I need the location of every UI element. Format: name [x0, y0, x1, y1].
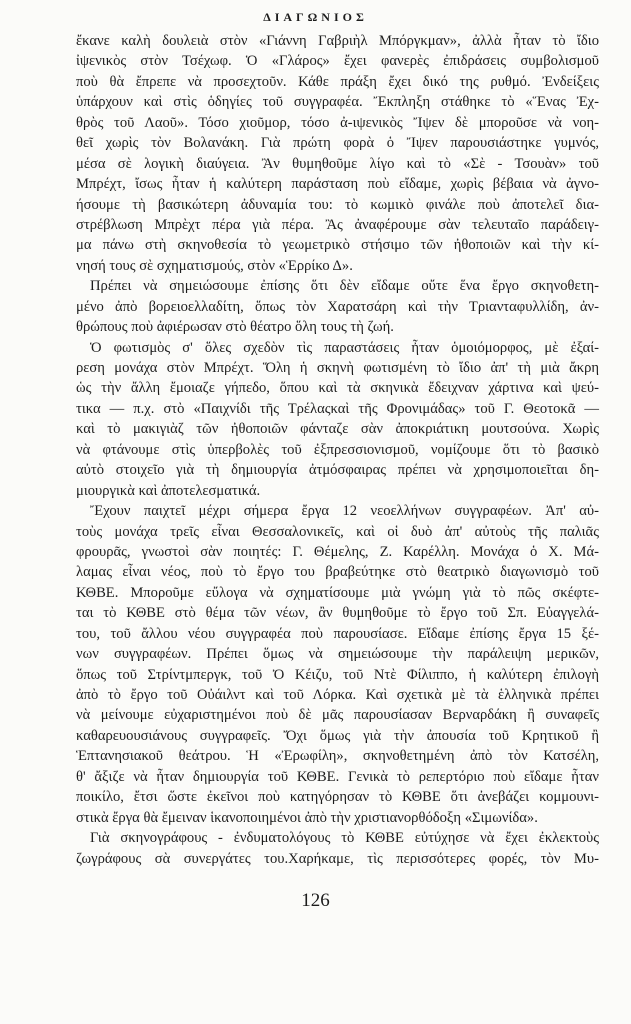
- running-header: ΔΙΑΓΩΝΙΟΣ: [263, 10, 368, 24]
- text-line: Πρέπει νὰ σημειώσουμε ἐπίσης ὅτι δὲν εἴδαμε οὔτε ἕνα ἔργο σκηνοθετη-: [90, 278, 599, 295]
- text-line: ΚΘΒΕ. Μποροῦμε εὔλογα νὰ σχηματίσουμε μιὰ γνώμη γιὰ τὸ πῶς σκέφτε-: [76, 584, 599, 601]
- text-line: Μπρέχτ, ἴσως ἦταν ἡ καλύτερη παράσταση ποὺ εἴδαμε, χωρὶς βέβαια νὰ ἀγνο-: [76, 176, 599, 193]
- text-line: νησή τους σὲ σχηματισμούς, στὸν «Ἑρρίκο Δ».: [76, 257, 353, 274]
- body-text: [76, 31, 599, 869]
- text-line: θρώπους ποὺ ἀφιέρωσαν στὸ θέατρο ὅλη τους τὴ ζωή.: [76, 319, 394, 336]
- text-line: μιουργικὰ καὶ ἀποτελεσματικά.: [76, 482, 261, 499]
- text-line: ἀπὸ τὸ ἔργο τοῦ Οὐάιλντ καὶ τοῦ Λόρκα. Καὶ σχετικὰ μὲ τὰ ἑλληνικὰ πρέπει: [76, 687, 599, 703]
- text-line: ποικίλο, ἔτσι ὥστε ἐκεῖνοι ποὺ κατηγόρησαν τὸ ΚΘΒΕ ὅτι ἀνεβάζει κομμουνι-: [76, 789, 599, 806]
- text-line: ήσουμε τὴ βασικώτερη ἀδυναμία του: τὸ κωμικὸ φινάλε ποὺ ἀποτελεῖ δια-: [76, 196, 599, 213]
- text-line: θεῖ χωρὶς τὸν Βολανάκη. Γιὰ πρώτη φορὰ ὁ Ἴψεν παρουσιάστηκε γυμνός,: [76, 135, 599, 152]
- text-line: λαμας εἶναι νέος, ποὺ τὸ ἔργο του βραβεύτηκε στὸ θεατρικὸ διαγωνισμὸ τοῦ: [76, 564, 599, 581]
- text-line: Ὁ φωτισμὸς σ' ὅλες σχεδὸν τὶς παραστάσεις ἦταν ὁμοιόμορφος, μὲ ἐξαί-: [90, 339, 599, 356]
- text-line: Γιὰ σκηνογράφους - ἐνδυματολόγους τὸ ΚΘΒΕ εὐτύχησε νὰ ἔχει ἐκλεκτοὺς: [90, 830, 599, 847]
- text-line: αὐτὸ στοιχεῖο γιὰ τὴ δημιουργία ἀτμόσφαιρας πρέπει νὰ χρησιμοποιεῖται δη-: [76, 462, 599, 479]
- text-line: μένο ἀπὸ βορειοελλαδίτη, ὅπως τὸν Χαρατσάρη καὶ τὴν Τριανταφυλλίδη, ἀν-: [76, 298, 599, 315]
- text-line: ὑπάρχουν καὶ στὶς ὁδηγίες τοῦ συγγραφέα. Ἔκπληξη στάθηκε τὸ «Ἕνας Ἐχ-: [76, 94, 599, 111]
- text-line: θρὸς τοῦ Λαοῦ». Τόσο χιοῦμορ, τόσο ἀ-ιψενικὸς Ἴψεν δὲ μποροῦσε νὰ νοη-: [76, 114, 599, 131]
- text-line: ρεση μονάχα στὸν Μπρέχτ. Ὅλη ἡ σκηνὴ φωτισμένη τὸ ἴδιο ἀπ' τὴ μιὰ ἄκρη: [76, 360, 599, 376]
- text-line: τικα — π.χ. στὸ «Παιχνίδι τῆς Τρέλαςκαὶ τῆς Φρονιμάδας» τοῦ Γ. Θεοτοκᾶ —: [76, 400, 599, 417]
- text-line: στρέβλωση Μπρὲχτ πέρα γιὰ πέρα. Ἂς ἀναφέρουμε σὰν τελευταῖο παράδειγ-: [76, 216, 599, 233]
- text-line: ποὺ θὰ ἔπρεπε νὰ προσεχτοῦν. Κάθε πράξη ἔχει δικό της ρυθμό. Ἐνδείξεις: [76, 73, 599, 90]
- text-line: του, τοῦ ἄλλου νέου συγγραφέα ποὺ παρουσίασε. Εἴδαμε ἐπίσης ἔργα 15 ξέ-: [76, 625, 599, 642]
- text-line: μα πάνω στὴ σκηνοθεσία τὸ γεωμετρικὸ στήσιμο τῶν ἠθοποιῶν καὶ τὴν κί-: [76, 237, 599, 254]
- text-line: νων συγγραφέων. Πρέπει ὅμως νὰ σημειώσουμε τὴν παράλειψη μερικῶν,: [76, 646, 599, 663]
- text-line: φρουρᾶς, γνωστοὶ σὰν ποιητές: Γ. Θέμελης, Ζ. Καρέλλη. Μονάχα ὁ Χ. Μά-: [76, 543, 599, 560]
- text-line: νὰ φτάνουμε στὶς ὑπερβολὲς τοῦ ἐξπρεσσιονισμοῦ, νομίζουμε ὅτι τὸ βασικὸ: [76, 441, 599, 458]
- text-line: στικὰ ἔργα θὰ ἔμειναν ἱκανοποιημένοι ἀπὸ τὴν χριστιανορθόδοξη «Σιμωνίδα».: [76, 809, 538, 826]
- text-line: ὅπως τοῦ Στρίντμπεργκ, τοῦ Ὀ Κέιζυ, τοῦ Ντὲ Φίλιππο, ἡ καλύτερη ἐπιλογὴ: [76, 666, 599, 683]
- text-line: ὡς τὴν ἄλλη ἔμοιαζε γήπεδο, ὅπου καὶ τὰ σκηνικὰ ἔδειχναν χάρτινα καὶ ψεύ-: [76, 380, 599, 397]
- text-line: τοὺς μονάχα τρεῖς εἶναι Θεσσαλονικεῖς, καὶ οἱ δυὸ ἀπ' αὐτοὺς τῆς παλιᾶς: [76, 523, 599, 540]
- text-line: ται τὸ ΚΘΒΕ στὸ θέμα τῶν νέων, ἂν θυμηθοῦμε τὸ ἔργο τοῦ Σπ. Εὐαγγελά-: [76, 605, 599, 622]
- text-line: Ἑπτανησιακοῦ θεάτρου. Ἡ «Ἐρωφίλη», σκηνοθετημένη ἀπὸ τὸν Κατσέλη,: [76, 748, 599, 765]
- text-line: ἰψενικὸς στὸν Τσέχωφ. Ὁ «Γλάρος» ἔχει φανερὲς ἐπιδράσεις συμβολισμοῦ: [76, 53, 599, 70]
- text-line: Ἔχουν παιχτεῖ μέχρι σήμερα ἔργα 12 νεοελλήνων συγγραφέων. Ἀπ' αὐ-: [90, 503, 599, 520]
- text-line: θ' ἄξιζε νὰ ἦταν δημιουργία τοῦ ΚΘΒΕ. Γενικὰ τὸ ρεπερτόριο ποὺ εἴδαμε ἦταν: [76, 768, 599, 785]
- text-line: μέσα σὲ λογικὴ διαύγεια. Ἂν θυμηθοῦμε λίγο καὶ τὸ «Σὲ - Τσουὰν» τοῦ: [76, 155, 599, 172]
- text-line: ἔκανε καλὴ δουλειὰ στὸν «Γιάννη Γαβριὴλ Μπόργκμαν», ἀλλὰ ἦταν τὸ ἴδιο: [76, 33, 599, 49]
- page-number: 126: [301, 890, 330, 911]
- text-line: νὰ μείνουμε εὐχαριστημένοι ποὺ δὲ μᾶς παρουσίασαν Βερναρδάκη ἢ συναφεῖς: [76, 707, 599, 724]
- text-line: ζωγράφους σὰ συνεργάτες του.Χαρήκαμε, τὶς περισσότερες φορές, τὸν Μυ-: [76, 850, 599, 867]
- text-line: καὶ τὸ μακιγιὰζ τῶν ἠθοποιῶν φάνταζε σὰν ἀποκριάτικη μουτσούνα. Χωρὶς: [76, 421, 599, 438]
- text-line: καθαρευουσιάνους συγγραφεῖς. Ὄχι ὅμως γιὰ τὴν ἀπουσία τοῦ Κρητικοῦ ἢ: [76, 727, 599, 744]
